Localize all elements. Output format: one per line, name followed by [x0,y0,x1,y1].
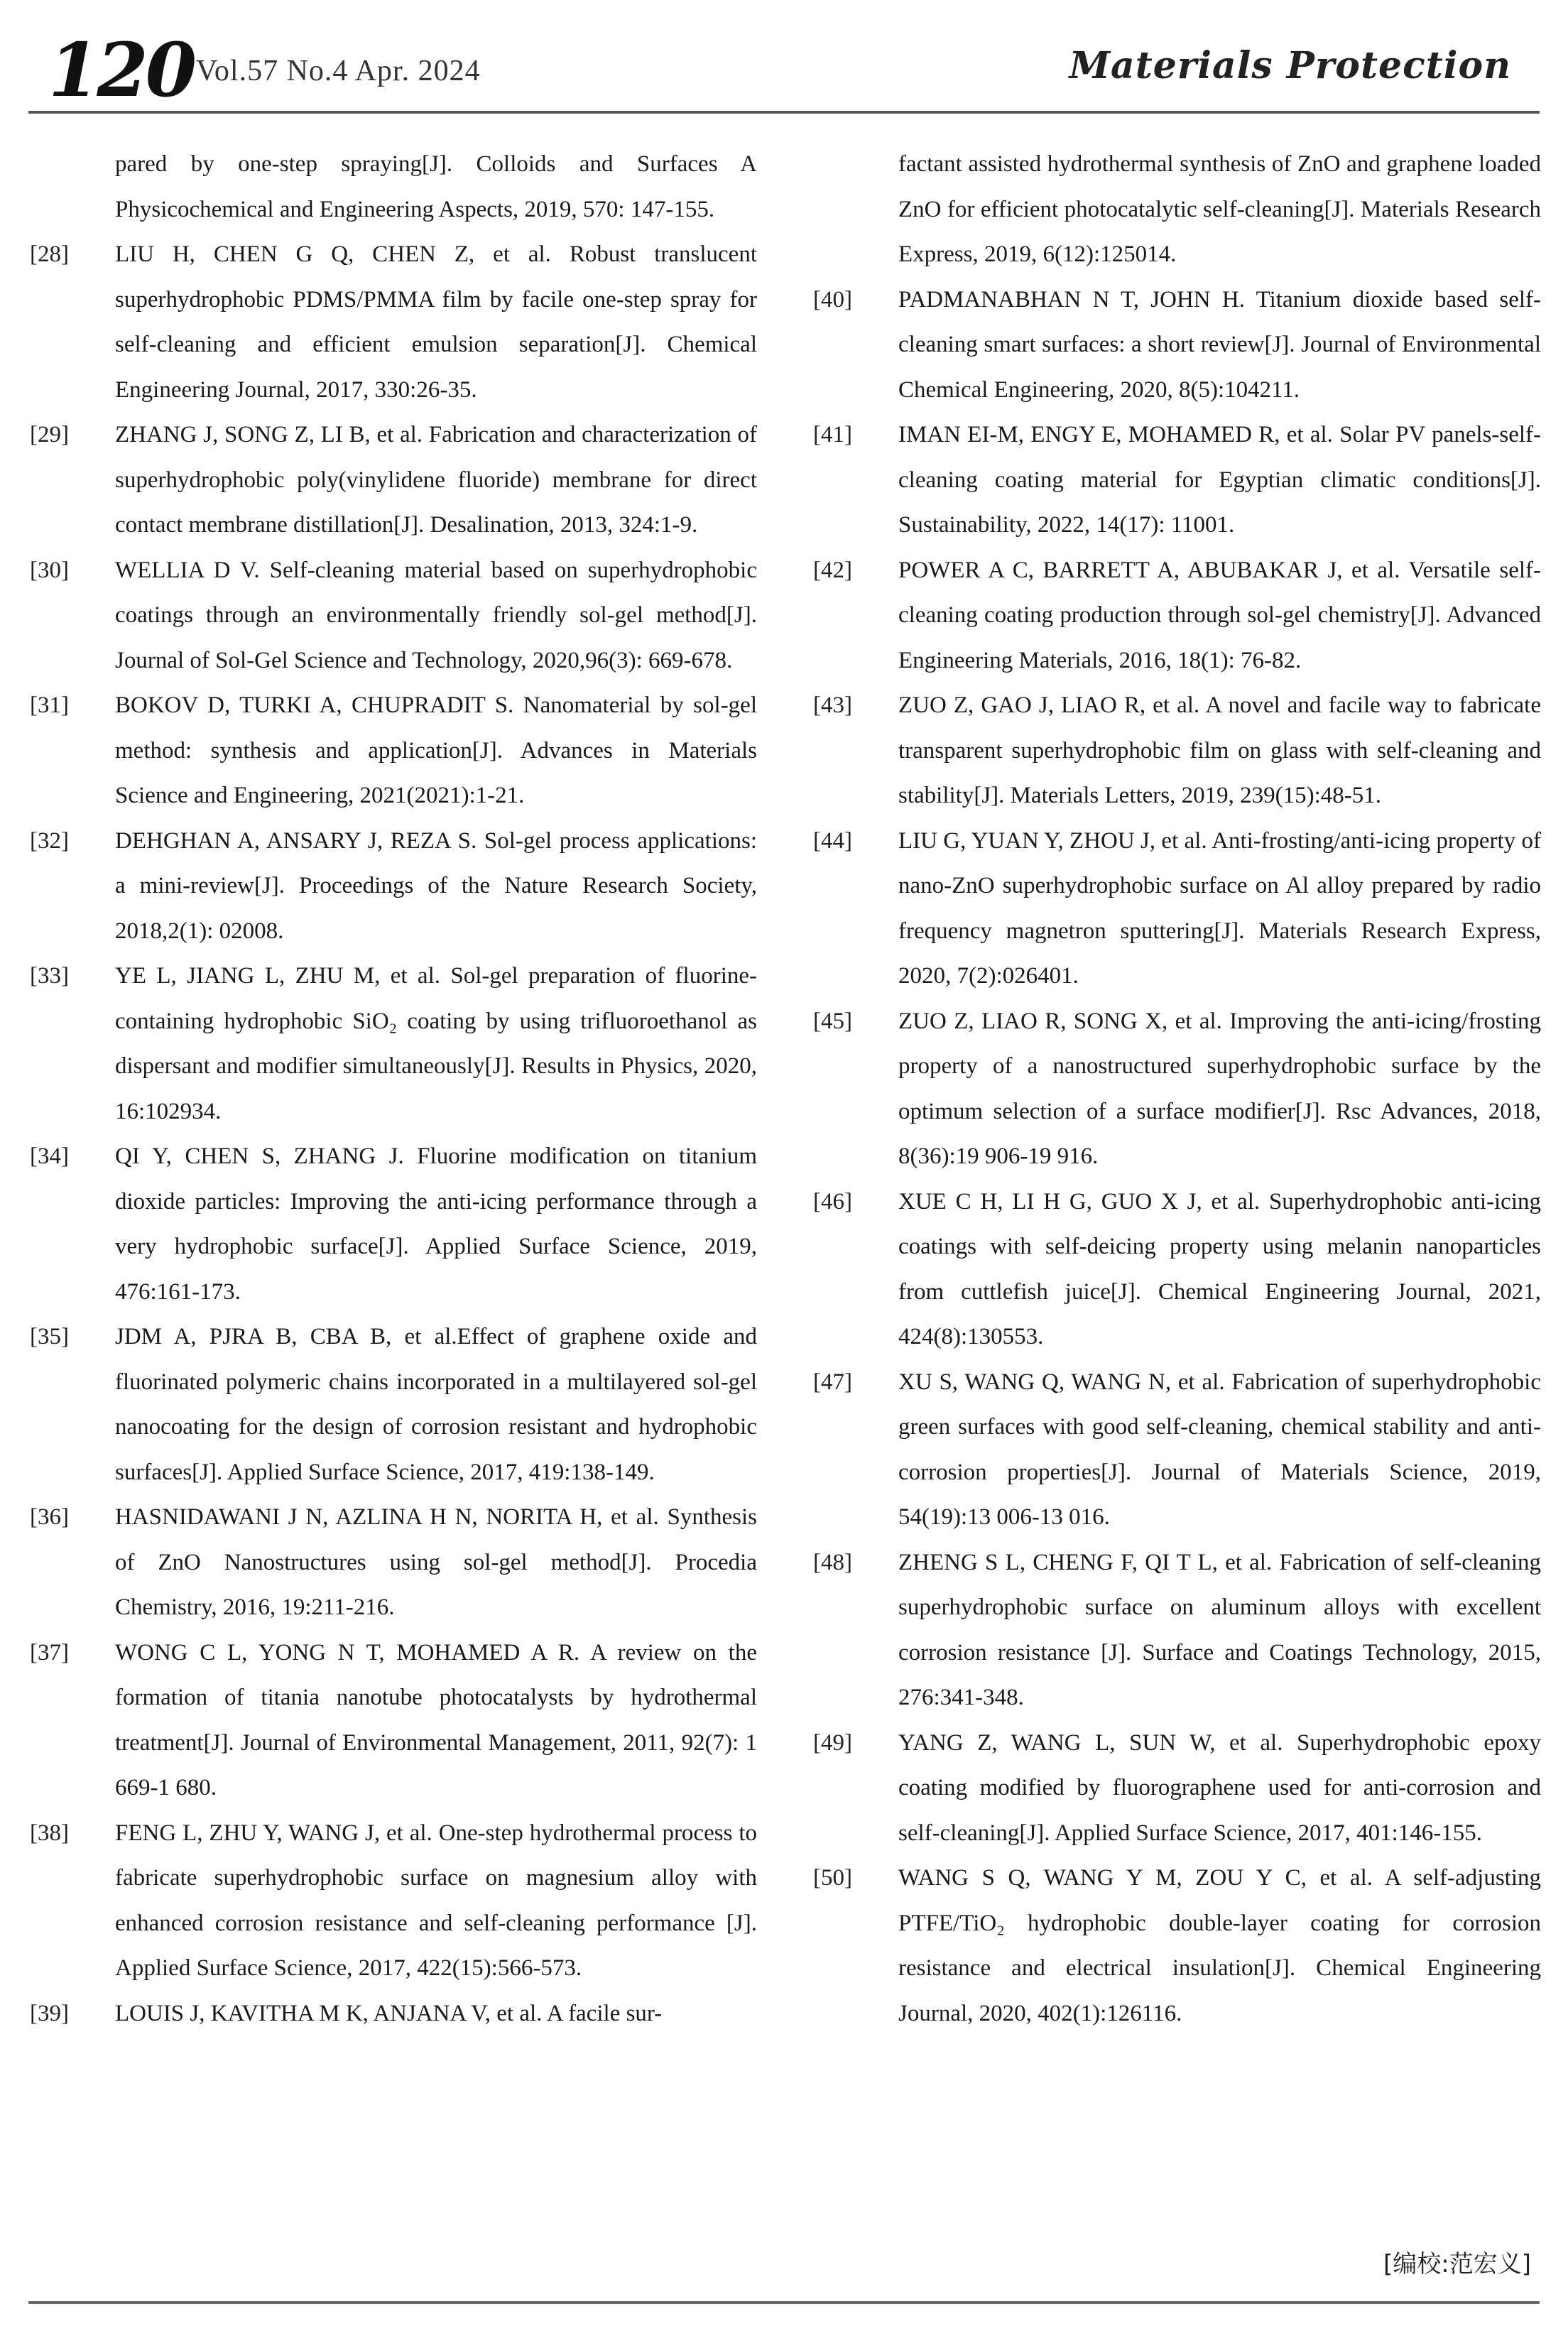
reference-item [813,278,1541,413]
reference-number: [42] [813,557,852,583]
reference-number: [35] [30,1324,69,1349]
header-rule [28,111,1540,114]
reference-number: [32] [30,827,69,854]
reference-text: LIU H, CHEN G Q, CHEN Z, et al. Robust translucent superhydrophobic PDMS/PMMA film by facile one-step spray for self-cleaning and efficient emulsion separation[J]. Chemical Engineering Journal, 2017, 330:26-35. [115,241,757,403]
reference-continuation: pared by one-step spraying[J]. Colloids and Surfaces A Physicochemical and Engineering Aspects, 2019, 570: 147-155. [115,151,757,222]
reference-number: [29] [30,422,69,447]
reference-number: [33] [30,963,69,989]
reference-number: [31] [30,692,69,718]
reference-item [30,1992,757,2037]
reference-item [813,1721,1541,1857]
reference-item [813,1180,1541,1360]
reference-text: ZUO Z, GAO J, LIAO R, et al. A novel and facile way to fabricate transparent superhydrophobic film on glass with self-cleaning and stability[J]. Materials Letters, 2019, 239(15):48-51. [898,692,1541,808]
reference-number: [28] [30,241,69,267]
reference-text: PADMANABHAN N T, JOHN H. Titanium dioxide based self-cleaning smart surfaces: a short review[J]. Journal of Environmental Chemical Engineering, 2020, 8(5):104211. [898,286,1541,403]
reference-text: ZHANG J, SONG Z, LI B, et al. Fabrication and characterization of superhydrophobic poly(vinylidene fluoride) membrane for direct contact membrane distillation[J]. Desalination, 2013, 324:1-9. [115,422,757,538]
reference-item [30,1134,757,1315]
reference-number: [36] [30,1504,69,1530]
reference-number: [44] [813,827,852,854]
reference-text: XU S, WANG Q, WANG N, et al. Fabrication of superhydrophobic green surfaces with good self-cleaning, chemical stability and anti-corrosion properties[J]. Journal of Materials Science, 2019, 54(19):13 006-13 016. [898,1369,1541,1530]
left-column [30,142,757,2036]
reference-text: ZUO Z, LIAO R, SONG X, et al. Improving the anti-icing/frosting property of a nanostructured superhydrophobic surface by the optimum selection of a surface modifier[J]. Rsc Advances, 2018, 8(36):19 906-19 916. [898,1008,1541,1169]
reference-continuation: factant assisted hydrothermal synthesis of ZnO and graphene loaded ZnO for efficient photocatalytic self-cleaning[J]. Materials Research Express, 2019, 6(12):125014. [898,151,1541,267]
reference-text: YE L, JIANG L, ZHU M, et al. Sol-gel preparation of fluorine-containing hydrophobic SiO₂ coating by using trifluoroethanol as dispersant and modifier simultaneously[J]. Results in Physics, 2020, 16:102934. [115,963,757,1124]
reference-item [813,1541,1541,1721]
reference-number: [40] [813,286,852,313]
reference-text: ZHENG S L, CHENG F, QI T L, et al. Fabrication of self-cleaning superhydrophobic surface on aluminum alloys with excellent corrosion resistance [J]. Surface and Coatings Technology, 2015, 276:341-348. [898,1549,1541,1710]
page-number: 120 [48,26,195,114]
reference-item [30,819,757,955]
editor-note: [编校:范宏义] [1383,2250,1531,2278]
reference-item [30,413,757,548]
reference-text: LOUIS J, KAVITHA M K, ANJANA V, et al. A facile sur- [115,2000,663,2026]
reference-item [30,1495,757,1631]
reference-number: [34] [30,1143,69,1169]
reference-text: FENG L, ZHU Y, WANG J, et al. One-step hydrothermal process to fabricate superhydrophobic surface on magnesium alloy with enhanced corrosion resistance and self-cleaning performance [J]. Applied Surface Science, 2017, 422(15):566-573. [115,1820,757,1981]
reference-item [30,232,757,413]
right-column [813,142,1541,2036]
reference-number: [38] [30,1820,69,1846]
reference-item [30,1811,757,1992]
reference-number: [47] [813,1369,852,1395]
footer-rule [28,2301,1540,2304]
reference-text: DEHGHAN A, ANSARY J, REZA S. Sol-gel process applications: a mini-review[J]. Proceedings of the Nature Research Society, 2018,2(1): 02008. [115,827,757,944]
reference-item [813,413,1541,548]
reference-item [30,954,757,1134]
reference-list-right [813,278,1541,2037]
volume-info: Vol.57 No.4 Apr. 2024 [196,55,481,87]
reference-number: [46] [813,1188,852,1215]
reference-text: LIU G, YUAN Y, ZHOU J, et al. Anti-frosting/anti-icing property of nano-ZnO superhydrophobic surface on Al alloy prepared by radio frequency magnetron sputtering[J]. Materials Research Express, 2020, 7(2):026401. [898,827,1541,989]
reference-item [813,819,1541,999]
reference-item [813,1856,1541,2036]
reference-number: [48] [813,1549,852,1575]
reference-number: [43] [813,692,852,718]
reference-item [813,683,1541,819]
reference-text: WONG C L, YONG N T, MOHAMED A R. A review on the formation of titania nanotube photocatalysts by hydrothermal treatment[J]. Journal of Environmental Management, 2011, 92(7): 1 669-1 680. [115,1639,757,1800]
reference-number: [41] [813,422,852,447]
journal-name: Materials Protection [1069,44,1511,87]
reference-item [30,1631,757,1811]
reference-number: [39] [30,2000,69,2026]
reference-item [813,548,1541,684]
reference-number: [45] [813,1008,852,1034]
reference-text: HASNIDAWANI J N, AZLINA H N, NORITA H, et al. Synthesis of ZnO Nanostructures using sol-gel method[J]. Procedia Chemistry, 2016, 19:211-216. [115,1504,757,1620]
reference-number: [30] [30,557,69,583]
reference-text: BOKOV D, TURKI A, CHUPRADIT S. Nanomaterial by sol-gel method: synthesis and application[J]. Advances in Materials Science and Engineering, 2021(2021):1-21. [115,692,757,808]
reference-item [30,1315,757,1495]
reference-text: YANG Z, WANG L, SUN W, et al. Superhydrophobic epoxy coating modified by fluorographene used for anti-corrosion and self-cleaning[J]. Applied Surface Science, 2017, 401:146-155. [898,1729,1541,1846]
reference-item [813,999,1541,1180]
reference-number: [37] [30,1639,69,1666]
reference-text: POWER A C, BARRETT A, ABUBAKAR J, et al. Versatile self-cleaning coating production through sol-gel chemistry[J]. Advanced Engineering Materials, 2016, 18(1): 76-82. [898,557,1541,673]
reference-text: JDM A, PJRA B, CBA B, et al.Effect of graphene oxide and fluorinated polymeric chains incorporated in a multilayered sol-gel nanocoating for the design of corrosion resistant and hydrophobic surfaces[J]. Applied Surface Science, 2017, 419:138-149. [115,1324,757,1485]
reference-item [813,1360,1541,1541]
reference-item [30,548,757,684]
reference-list-left [30,232,757,2036]
reference-text: XUE C H, LI H G, GUO X J, et al. Superhydrophobic anti-icing coatings with self-deicing property using melanin nanoparticles from cuttlefish juice[J]. Chemical Engineering Journal, 2021, 424(8):130553. [898,1188,1541,1349]
reference-text: WELLIA D V. Self-cleaning material based on superhydrophobic coatings through an environmentally friendly sol-gel method[J]. Journal of Sol-Gel Science and Technology, 2020,96(3): 669-678. [115,557,757,673]
page-header [28,26,1540,114]
reference-item [30,683,757,819]
reference-number: [49] [813,1729,852,1756]
reference-text: IMAN EI-M, ENGY E, MOHAMED R, et al. Solar PV panels-self-cleaning coating material for Egyptian climatic conditions[J]. Sustainability, 2022, 14(17): 11001. [898,422,1541,538]
reference-text: QI Y, CHEN S, ZHANG J. Fluorine modification on titanium dioxide particles: Improving the anti-icing performance through a very hydrophobic surface[J]. Applied Surface Science, 2019, 476:161-173. [115,1143,757,1305]
reference-text: WANG S Q, WANG Y M, ZOU Y C, et al. A self-adjusting PTFE/TiO₂ hydrophobic double-layer coating for corrosion resistance and electrical insulation[J]. Chemical Engineering Journal, 2020, 402(1):126116. [898,1865,1541,2026]
reference-number: [50] [813,1865,852,1891]
